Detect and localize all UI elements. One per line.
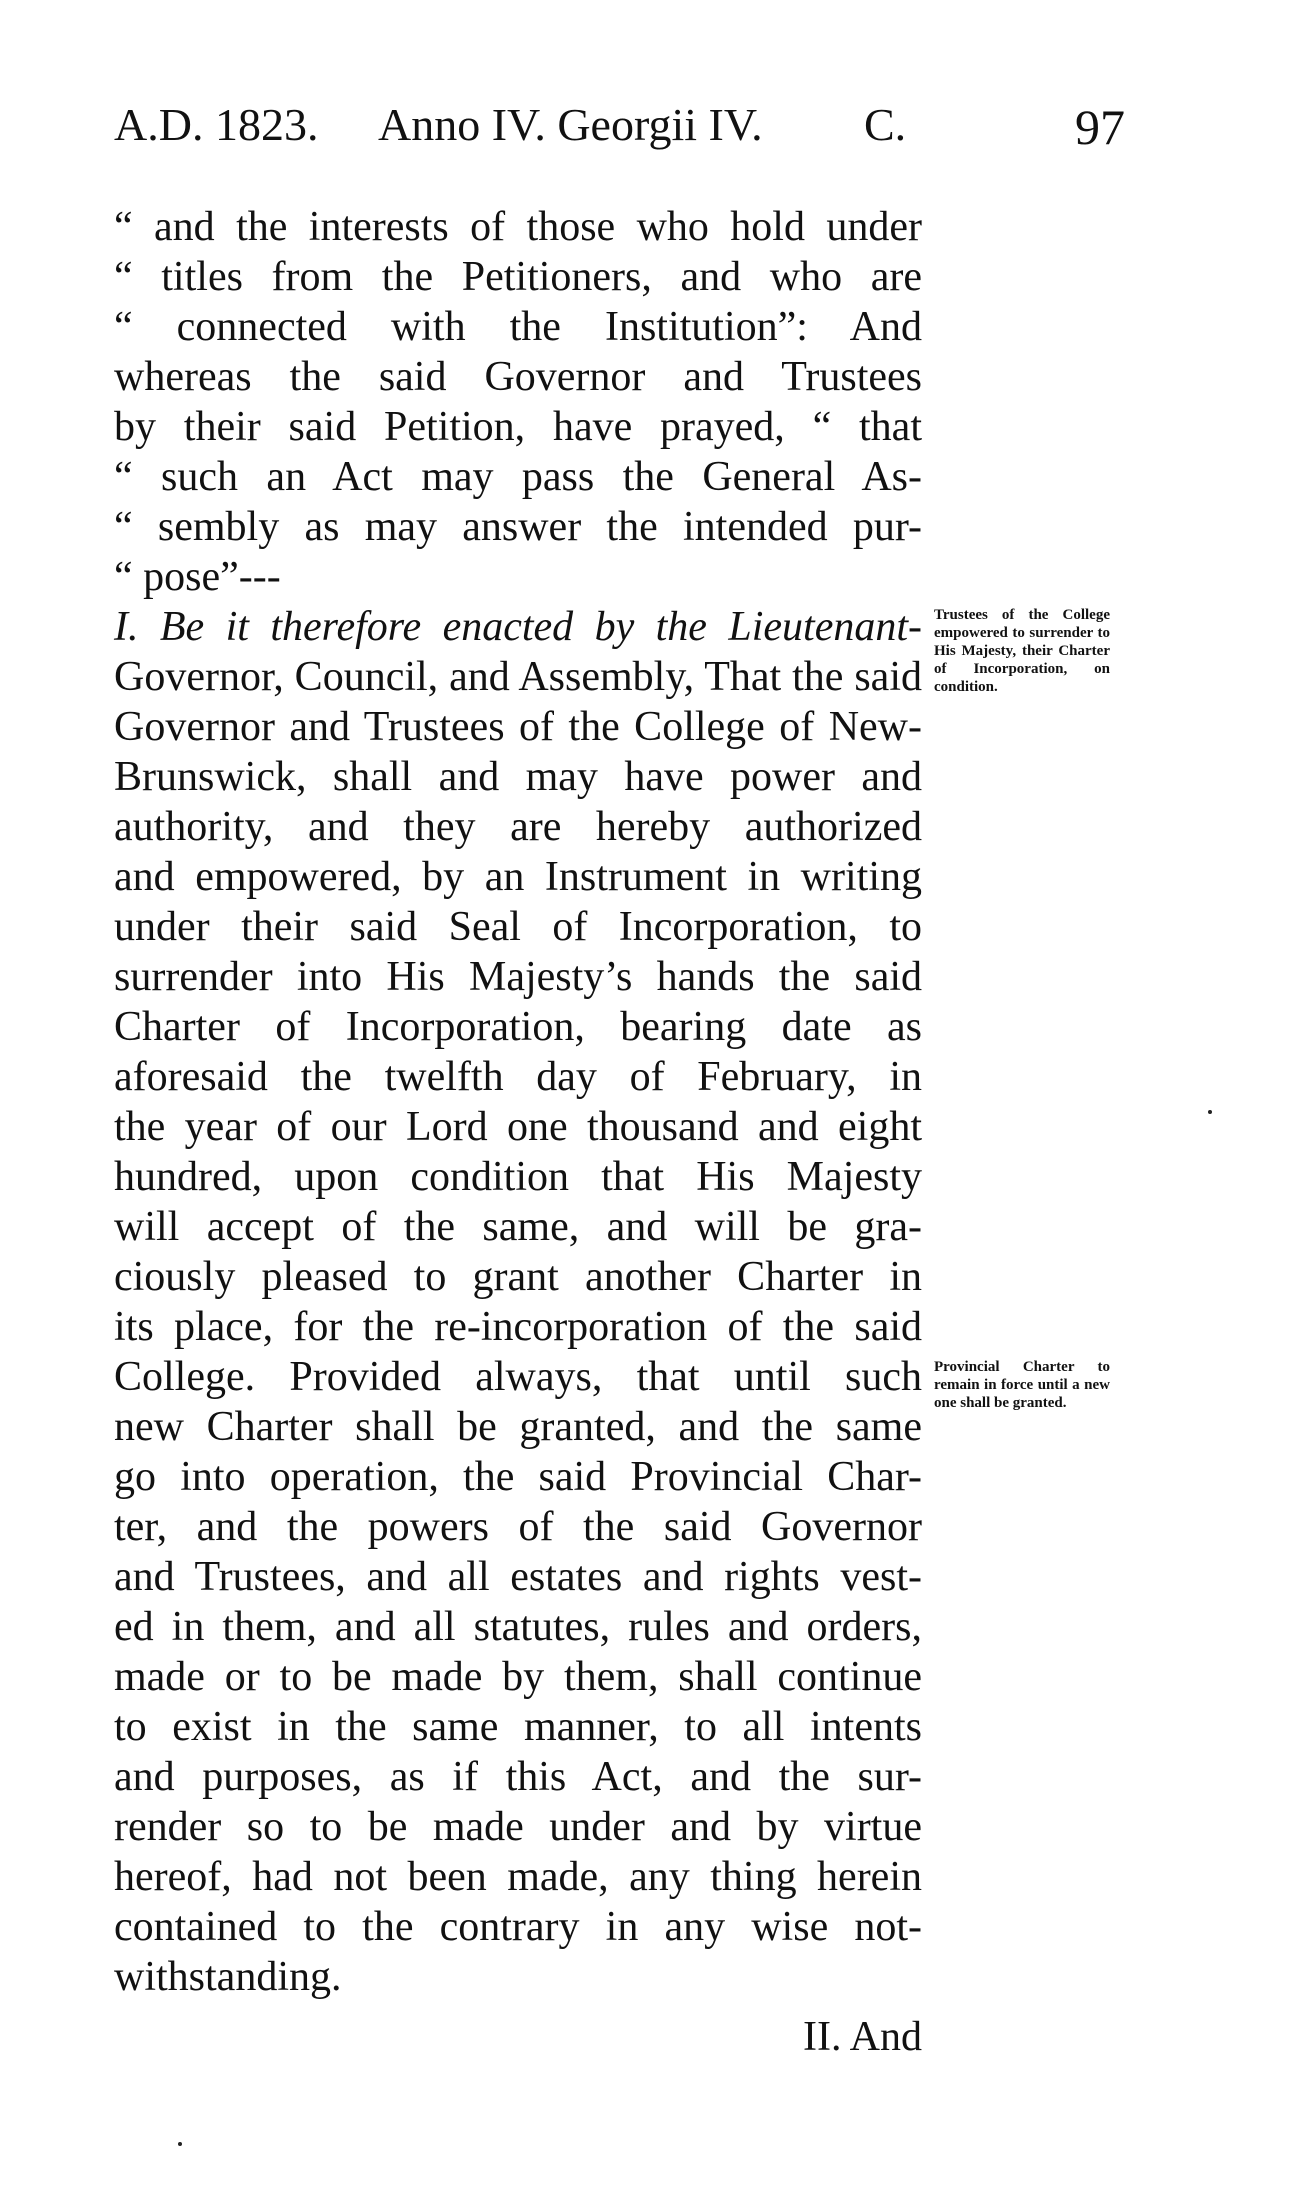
body-line: new Charter shall be granted, and the same	[114, 1404, 922, 1450]
body-line: render so to be made under and by virtue	[114, 1804, 922, 1850]
body-line: surrender into His Majesty’s hands the said	[114, 954, 922, 1000]
body-line: Governor and Trustees of the College of New-	[114, 704, 922, 750]
stray-ink-mark	[178, 2142, 182, 2146]
body-line: Brunswick, shall and may have power and	[114, 754, 922, 800]
body-line: hundred, upon condition that His Majesty	[114, 1154, 922, 1200]
body-line: ciously pleased to grant another Charter in	[114, 1254, 922, 1300]
stray-ink-mark	[1208, 1110, 1212, 1114]
header-regnal-year: Anno IV. Georgii IV.	[378, 99, 763, 150]
body-line: its place, for the re-incorporation of the said	[114, 1304, 922, 1350]
body-line: the year of our Lord one thousand and eight	[114, 1104, 922, 1150]
body-line: will accept of the same, and will be gra-	[114, 1204, 922, 1250]
body-line: and purposes, as if this Act, and the sur-	[114, 1754, 922, 1800]
catchword: II. And	[803, 2014, 922, 2060]
page-number: 97	[1075, 99, 1125, 155]
body-line: College. Provided always, that until such	[114, 1354, 922, 1400]
body-line: under their said Seal of Incorporation, to	[114, 904, 922, 950]
header-chapter: C.	[864, 99, 907, 150]
body-line: “ titles from the Petitioners, and who are	[114, 254, 922, 300]
body-line: and Trustees, and all estates and rights vest-	[114, 1554, 922, 1600]
body-line: Governor, Council, and Assembly, That the said	[114, 654, 922, 700]
body-line: aforesaid the twelfth day of February, in	[114, 1054, 922, 1100]
body-line: “ connected with the Institution”: And	[114, 304, 922, 350]
body-line: I. Be it therefore enacted by the Lieutenant-	[114, 604, 922, 650]
body-line: by their said Petition, have prayed, “ that	[114, 404, 922, 450]
body-line: “ and the interests of those who hold under	[114, 204, 922, 250]
body-line: “ pose”---	[114, 554, 281, 600]
body-line: “ sembly as may answer the intended pur-	[114, 504, 922, 550]
body-line: go into operation, the said Provincial Char-	[114, 1454, 922, 1500]
body-line: made or to be made by them, shall continue	[114, 1654, 922, 1700]
body-line: and empowered, by an Instrument in writing	[114, 854, 922, 900]
body-line: to exist in the same manner, to all intents	[114, 1704, 922, 1750]
body-line: authority, and they are hereby authorized	[114, 804, 922, 850]
marginal-note: Trustees of the College empowered to surrender to His Majesty, their Charter of Incorporation, on condition.	[934, 607, 1110, 695]
body-line: whereas the said Governor and Trustees	[114, 354, 922, 400]
body-line: withstanding.	[114, 1954, 342, 2000]
header-year: A.D. 1823.	[114, 99, 319, 150]
body-line: Charter of Incorporation, bearing date as	[114, 1004, 922, 1050]
body-line: hereof, had not been made, any thing herein	[114, 1854, 922, 1900]
body-line: contained to the contrary in any wise not-	[114, 1904, 922, 1950]
marginal-note: Provincial Charter to remain in force until a new one shall be granted.	[934, 1359, 1110, 1411]
body-line: ed in them, and all statutes, rules and orders,	[114, 1604, 922, 1650]
body-line: “ such an Act may pass the General As-	[114, 454, 922, 500]
body-line: ter, and the powers of the said Governor	[114, 1504, 922, 1550]
